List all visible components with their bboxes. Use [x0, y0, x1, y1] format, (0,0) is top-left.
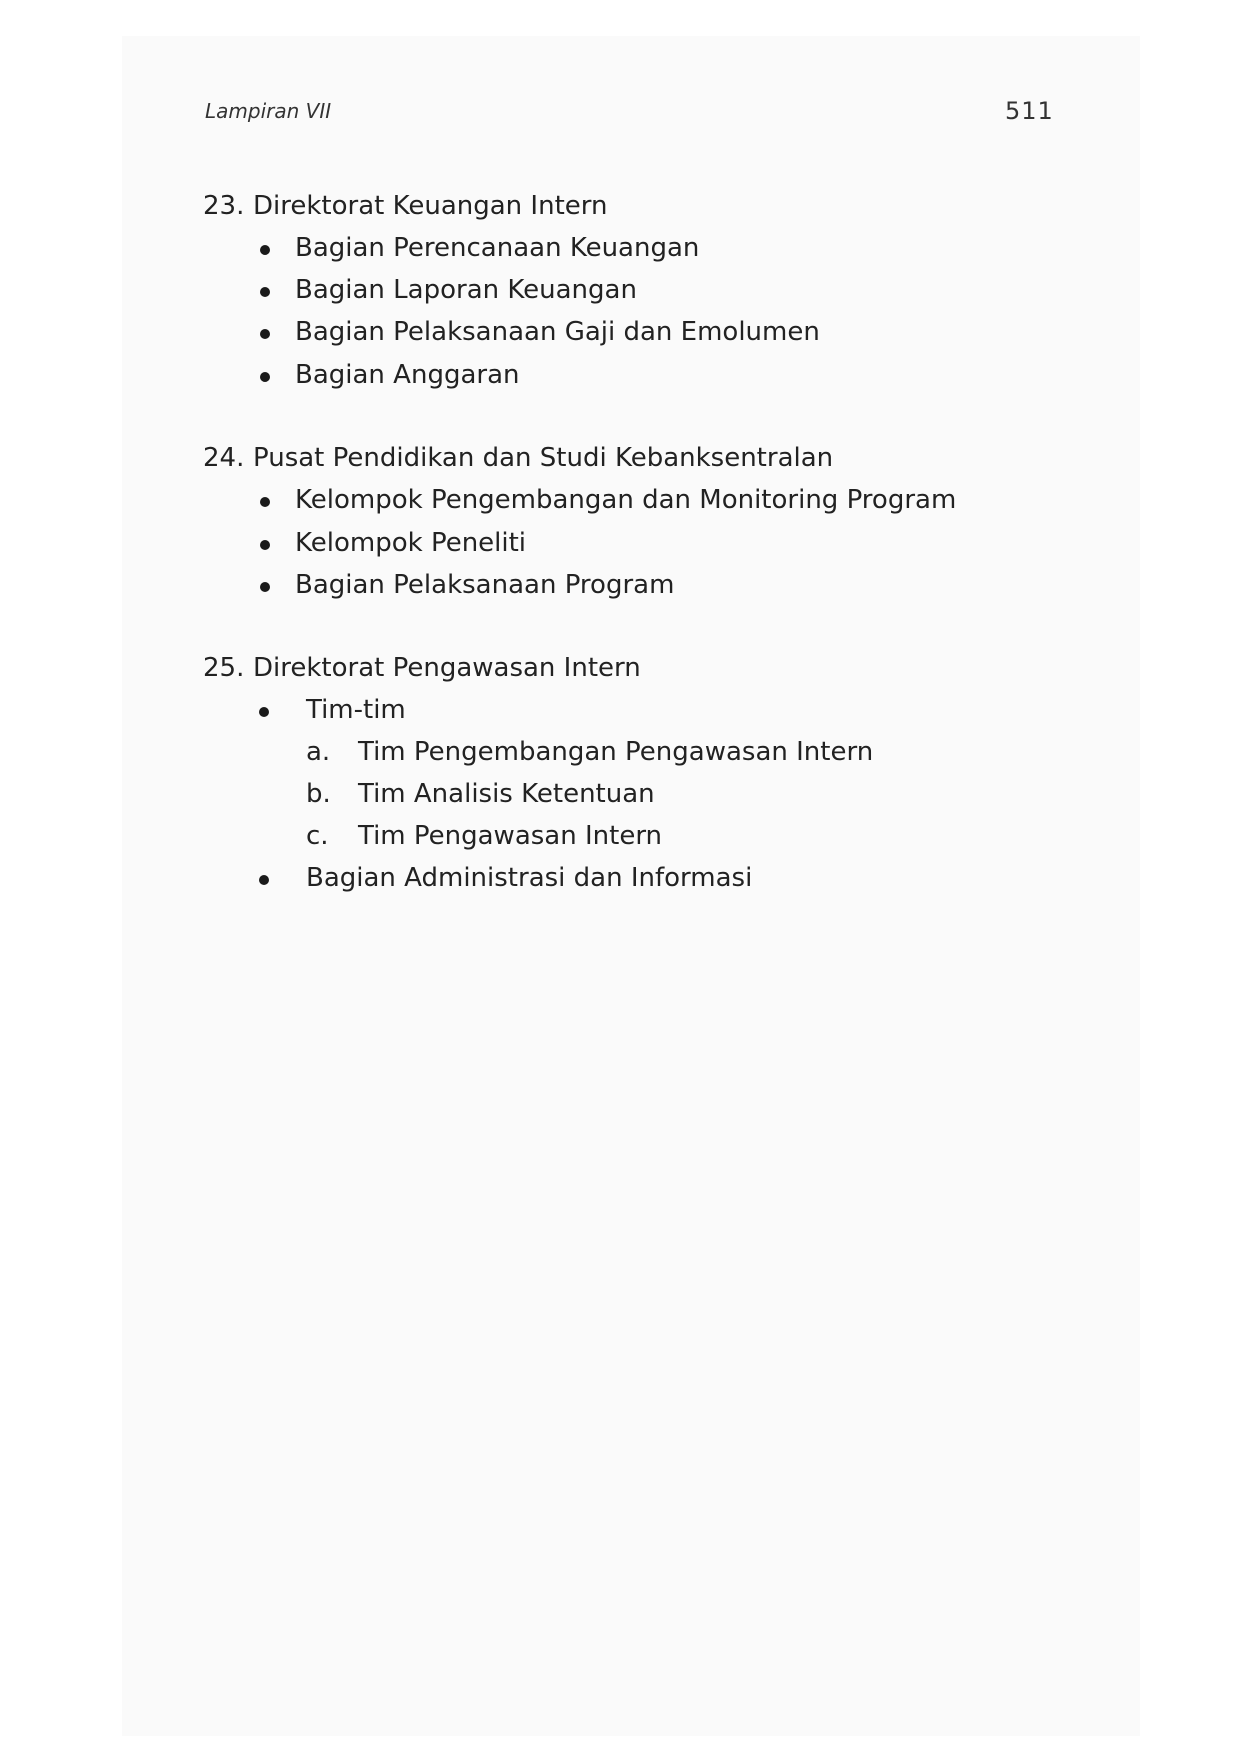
running-title: Lampiran VII [205, 99, 332, 123]
bullet-icon [259, 875, 269, 885]
bullet-icon [260, 582, 270, 592]
sub-item-letter: c. [306, 821, 329, 851]
sub-item-letter: a. [306, 737, 331, 767]
bullet-icon [260, 540, 270, 550]
list-item: Bagian Perencanaan Keuangan [295, 233, 700, 263]
sub-item: Tim Pengembangan Pengawasan Intern [358, 737, 874, 767]
list-item: Bagian Laporan Keuangan [295, 275, 637, 305]
section-title: Direktorat Pengawasan Intern [253, 653, 641, 683]
bullet-icon [259, 707, 269, 717]
list-item: Kelompok Peneliti [295, 528, 527, 558]
list-item: Kelompok Pengembangan dan Monitoring Program [295, 485, 957, 515]
sub-item: Tim Pengawasan Intern [358, 821, 663, 851]
bullet-icon [260, 287, 270, 297]
section-heading [203, 190, 607, 222]
bullet-icon [260, 329, 270, 339]
section-heading [203, 652, 641, 684]
list-item: Bagian Administrasi dan Informasi [306, 863, 753, 893]
list-item: Bagian Pelaksanaan Program [295, 570, 675, 600]
section-number: 25. [203, 653, 245, 683]
page-number: 511 [1005, 97, 1054, 125]
section-number: 24. [203, 443, 245, 473]
bullet-icon [260, 497, 270, 507]
sub-item: Tim Analisis Ketentuan [358, 779, 655, 809]
section-title: Pusat Pendidikan dan Studi Kebanksentralan [253, 443, 834, 473]
list-item: Tim-tim [306, 695, 406, 725]
section-heading [203, 442, 833, 474]
list-item: Bagian Anggaran [295, 360, 520, 390]
sub-item-letter: b. [306, 779, 331, 809]
list-item: Bagian Pelaksanaan Gaji dan Emolumen [295, 317, 820, 347]
bullet-icon [260, 245, 270, 255]
section-title: Direktorat Keuangan Intern [253, 191, 608, 221]
bullet-icon [260, 372, 270, 382]
section-number: 23. [203, 191, 245, 221]
